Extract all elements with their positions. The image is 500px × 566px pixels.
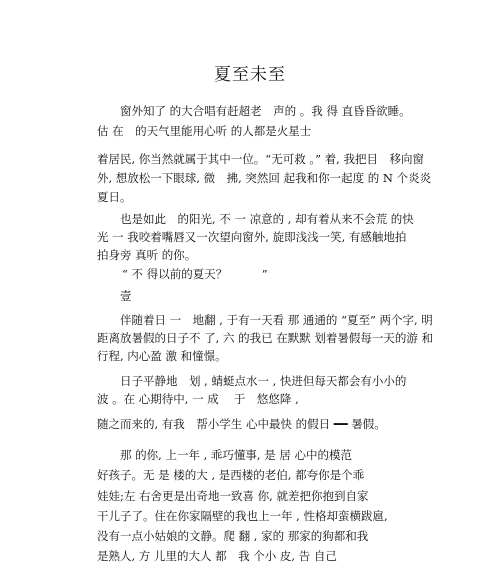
text-line: 着居民, 你当然就属于其中一位。“无可救 。” 着, 我把目 移向窗 (97, 152, 424, 166)
text-line: 干儿子了。住在你家隔壁的我也上一年 , 性格却蛮横跋扈, (97, 509, 388, 523)
text-line: 伴随着日 一 地翻 , 于有一天看 那 通通的 “夏至” 两个字, 明 (120, 313, 433, 327)
text-line: “ 不 得以前的夏天？ ” (122, 267, 268, 281)
text-line: 拍身旁 真听 的你。 (97, 248, 197, 262)
text-line: 好孩子。无 是 楼的大 , 是西楼的老伯, 都夸你是个乖 (97, 468, 365, 482)
text-line: 光 一 我咬着嘴唇又一次望向窗外, 旋即浅浅一笑, 有感触地拍 (97, 230, 407, 244)
text-line: 估 在 的天气里能用心听 的人都是火星士 (97, 124, 312, 138)
text-line: 那 的你, 上一年 , 乖巧懂事, 是 居 心中的模范 (120, 448, 353, 462)
text-line: 行程, 内心盈 激 和憧憬。 (97, 349, 227, 363)
document-title: 夏至未至 (214, 65, 286, 85)
text-line: 距离放暑假的日子不 了, 六 的我已 在默默 划着暑假每一天的游 和 (97, 331, 434, 345)
text-line: 日子平静地 划 , 蜻蜓点水一 , 快进但每天都会有小小的 (120, 374, 407, 388)
text-line: 外, 想放松一下眼球, 微 拂, 突然回 起我和你一起度 的 N 个炎炎 (97, 171, 432, 185)
text-line: 也是如此 的阳光, 不 一 凉意的 , 却有着从来不会荒 的快 (120, 212, 414, 226)
section-heading: 壹 (120, 289, 132, 303)
text-line: 没有一点小姑娘的文静。爬 翻 , 家的 那家的狗都和我 (97, 529, 369, 543)
text-line: 娃娃;左 右舍更是出奇地一致喜 你, 就差把你抱到自家 (97, 489, 369, 503)
text-line: 随之而来的, 有我 帮小学生 心中最快 的假日 ━━ 暑假。 (97, 417, 386, 431)
text-line: 夏日。 (97, 190, 132, 204)
text-line: 是熟人, 方 儿里的大人 都 我 个小 皮, 告 自己 (97, 549, 337, 563)
text-line: 波 。在 心期待中, 一 成 于 悠悠降 , (97, 392, 299, 406)
text-line: 窗外知了 的大合唱有赶超老 声的 。我 得 直昏昏欲睡。 (120, 104, 411, 118)
